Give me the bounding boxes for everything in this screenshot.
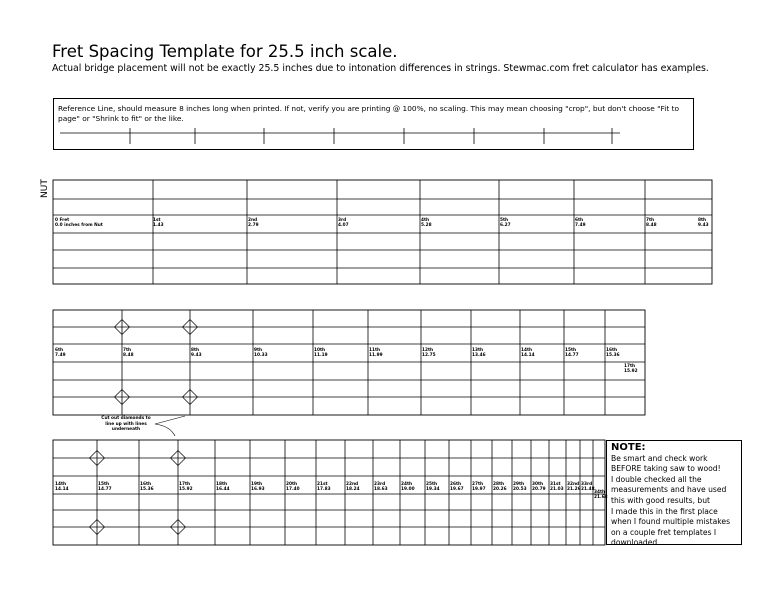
fret-label xyxy=(606,348,620,358)
fret-number: 3rd xyxy=(338,218,347,223)
fret-distance: 5.28 xyxy=(421,223,432,228)
fret-distance: 8.48 xyxy=(646,223,657,228)
fret-number: 14th xyxy=(521,348,533,353)
fret-number: 8th xyxy=(698,218,707,223)
fret-distance: 17.83 xyxy=(317,487,331,492)
fret-label xyxy=(472,348,486,358)
fret-distance: 11.19 xyxy=(314,353,328,358)
fret-number: 4th xyxy=(421,218,430,223)
fret-number: 18th xyxy=(216,482,228,487)
nut-label: NUT xyxy=(40,179,50,198)
reference-text: Reference Line, should measure 8 inches long when printed. If not, verify you are printing @ 100%, no scaling. This may mean choosing "crop", but don't choose "Fit to page" or "Shrink to fit" or the like. xyxy=(58,104,679,123)
fret-distance: 18.63 xyxy=(374,487,388,492)
fret-number: 29th xyxy=(513,482,525,487)
fret-distance: 14.77 xyxy=(98,487,112,492)
cut-note-arrow xyxy=(155,424,175,436)
fret-label xyxy=(251,482,265,492)
fret-number: 12th xyxy=(422,348,434,353)
fret-label xyxy=(624,364,638,374)
fret-label xyxy=(422,348,436,358)
fret-label xyxy=(646,218,657,228)
fret-distance: 10.33 xyxy=(254,353,268,358)
fret-number: 21st xyxy=(317,482,328,487)
cut-out-note: Cut out diamonds to line up with lines underneath xyxy=(101,416,151,433)
fret-number: 7th xyxy=(123,348,132,353)
fret-number: 6th xyxy=(55,348,64,353)
fret-distance: 19.00 xyxy=(401,487,415,492)
fret-number: 27th xyxy=(472,482,484,487)
fret-number: 17th xyxy=(179,482,191,487)
fret-number: 26th xyxy=(450,482,462,487)
fret-number: 10th xyxy=(314,348,326,353)
fret-label xyxy=(98,482,112,492)
fret-number: 2nd xyxy=(248,218,258,223)
fret-label xyxy=(521,348,535,358)
fret-distance: 4.07 xyxy=(338,223,349,228)
fret-distance: 1.43 xyxy=(153,223,164,228)
fret-label xyxy=(565,348,579,358)
page-title: Fret Spacing Template for 25.5 inch scale. xyxy=(52,42,398,61)
fret-label xyxy=(191,348,202,358)
fret-distance: 20.53 xyxy=(513,487,527,492)
fret-number: 15th xyxy=(98,482,110,487)
fret-number: 11th xyxy=(369,348,381,353)
fret-label xyxy=(317,482,331,492)
fret-distance: 21.26 xyxy=(567,487,581,492)
fret-distance: 12.75 xyxy=(422,353,436,358)
fret-number: 5th xyxy=(500,218,509,223)
fret-label xyxy=(55,348,66,358)
fret-number: 8th xyxy=(191,348,200,353)
fret-distance: 11.99 xyxy=(369,353,383,358)
fret-label xyxy=(493,482,507,492)
fret-number: 15th xyxy=(565,348,577,353)
fret-label xyxy=(374,482,388,492)
fret-number: 20th xyxy=(286,482,298,487)
fret-number: 28th xyxy=(493,482,505,487)
fret-label xyxy=(346,482,360,492)
fret-label xyxy=(698,218,709,228)
fret-number: 13th xyxy=(472,348,484,353)
fret-label xyxy=(567,482,581,492)
fret-number: 16th xyxy=(606,348,618,353)
note-box xyxy=(606,440,742,548)
fret-number: 19th xyxy=(251,482,263,487)
fret-number: 16th xyxy=(140,482,152,487)
fret-label xyxy=(179,482,193,492)
fret-label xyxy=(369,348,383,358)
fret-distance: 8.48 xyxy=(123,353,134,358)
fret-distance: 9.43 xyxy=(698,223,709,228)
fret-distance: 18.24 xyxy=(346,487,360,492)
fret-number: 30th xyxy=(532,482,544,487)
fret-distance: 21.03 xyxy=(550,487,564,492)
fret-label xyxy=(153,218,164,228)
fret-distance: 14.14 xyxy=(521,353,535,358)
fret-distance: 15.36 xyxy=(606,353,620,358)
fret-distance: 20.26 xyxy=(493,487,507,492)
fret-number: 31st xyxy=(550,482,561,487)
fret-distance: 7.49 xyxy=(575,223,586,228)
cut-note-arrow xyxy=(155,416,185,424)
fret-label xyxy=(123,348,134,358)
fret-number: 23rd xyxy=(374,482,386,487)
fret-distance: 19.97 xyxy=(472,487,486,492)
fret-distance: 6.27 xyxy=(500,223,511,228)
fret-label xyxy=(513,482,527,492)
template-3 xyxy=(53,440,605,545)
fret-label xyxy=(500,218,511,228)
fret-label xyxy=(401,482,415,492)
fret-number: 7th xyxy=(646,218,655,223)
fret-number: 1st xyxy=(153,218,161,223)
fret-label xyxy=(532,482,546,492)
fret-label xyxy=(550,482,564,492)
fret-distance: 20.79 xyxy=(532,487,546,492)
fret-label xyxy=(338,218,349,228)
fret-number: 24th xyxy=(401,482,413,487)
fret-number: 14th xyxy=(55,482,67,487)
fret-number: 25th xyxy=(426,482,438,487)
note-body: Be smart and check work BEFORE taking saw to wood! I double checked all the measurements and have used this with good results, but I made this in the first place when I found multiple mistakes on a couple fret templates I downloaded. xyxy=(611,453,731,548)
fret-label xyxy=(421,218,432,228)
fret-label xyxy=(140,482,154,492)
fret-distance: 21.68 xyxy=(594,495,608,500)
fret-distance: 19.34 xyxy=(426,487,440,492)
fret-label xyxy=(575,218,586,228)
page-subtitle: Actual bridge placement will not be exactly 25.5 inches due to intonation differences in strings. Stewmac.com fret calculator has examples. xyxy=(52,63,709,74)
note-title: NOTE: xyxy=(611,442,646,453)
fret-label xyxy=(426,482,440,492)
fret-label xyxy=(248,218,259,228)
fret-distance: 0.0 inches from Nut xyxy=(55,223,103,228)
template-2 xyxy=(53,310,645,415)
fret-distance: 14.14 xyxy=(55,487,69,492)
fret-number: 9th xyxy=(254,348,263,353)
fret-distance: 9.43 xyxy=(191,353,202,358)
fret-distance: 15.92 xyxy=(179,487,193,492)
fret-distance: 16.44 xyxy=(216,487,230,492)
fret-distance: 7.49 xyxy=(55,353,66,358)
fret-distance: 17.40 xyxy=(286,487,300,492)
fret-distance: 16.93 xyxy=(251,487,265,492)
fret-distance: 2.79 xyxy=(248,223,259,228)
fret-distance: 15.36 xyxy=(140,487,154,492)
fret-distance: 13.46 xyxy=(472,353,486,358)
fret-number: 17th xyxy=(624,364,636,369)
fret-distance: 19.67 xyxy=(450,487,464,492)
fret-label xyxy=(55,218,103,228)
fret-number: 22nd xyxy=(346,482,359,487)
fret-label xyxy=(450,482,464,492)
fret-label xyxy=(216,482,230,492)
fret-label xyxy=(286,482,300,492)
fret-label xyxy=(314,348,328,358)
fret-number: 0 Fret xyxy=(55,218,70,223)
fret-label xyxy=(55,482,69,492)
fret-label xyxy=(472,482,486,492)
fret-distance: 21.48 xyxy=(581,487,595,492)
fret-number: 33rd xyxy=(581,482,593,487)
fret-number: 6th xyxy=(575,218,584,223)
fret-distance: 15.92 xyxy=(624,369,638,374)
fret-label xyxy=(581,482,595,492)
fret-label xyxy=(254,348,268,358)
fret-number: 34th xyxy=(594,490,606,495)
fret-distance: 14.77 xyxy=(565,353,579,358)
fret-number: 32nd xyxy=(567,482,580,487)
